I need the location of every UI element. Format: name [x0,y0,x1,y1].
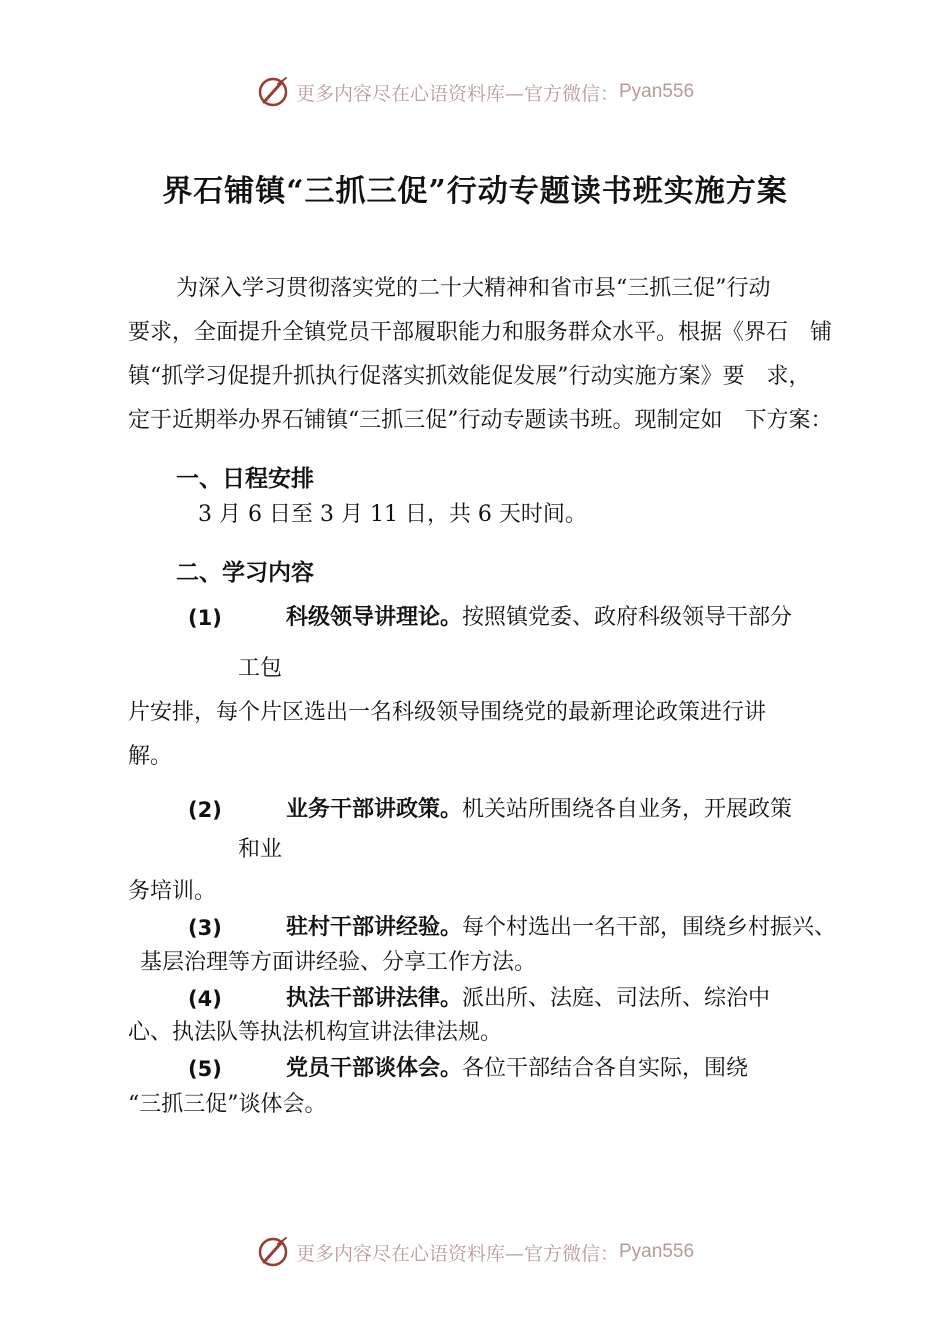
intro-line-4: 定于近期举办界石铺镇“三抓三促”行动专题读书班。现制定如 下方案： [128,408,833,433]
item-5-line-2: “三抓三促”谈体会。 [128,1092,327,1117]
intro-line-1: 为深入学习贯彻落实党的二十大精神和省市县“三抓三促”行动 [176,276,771,301]
watermark-text: 更多内容尽在心语资料库—官方微信： [295,1242,619,1265]
item-number: (2) [188,798,222,822]
item-text: 每个村选出一名干部，围绕乡村振兴、 [462,915,837,940]
item-2-line-1 [286,795,792,825]
item-4-line-2: 心、执法队等执法机构宣讲法律法规。 [128,1020,503,1045]
item-2-line-3: 务培训。 [128,879,217,904]
item-number: (3) [188,916,222,940]
item-lead: 业务干部讲政策。 [286,797,463,822]
item-5-line-1 [286,1054,748,1084]
watermark-header [0,72,950,112]
item-3-line-2: 基层治理等方面讲经验、分享工作方法。 [140,950,537,975]
watermark-code: Pyan556 [619,81,695,102]
item-1-line-3: 片安排，每个片区选出一名科级领导围绕党的最新理论政策进行讲 [128,700,767,725]
pen-circle-logo-icon [256,75,290,109]
item-number: (1) [188,606,222,630]
item-2-line-2: 和业 [238,837,283,862]
item-1-line-4: 解。 [128,744,173,769]
section-heading-schedule: 一、日程安排 [176,466,314,492]
schedule-text: 3 月 6 日至 3 月 11 日，共 6 天时间。 [198,502,587,527]
item-text: 机关站所围绕各自业务，开展政策 [462,797,793,822]
watermark-text: 更多内容尽在心语资料库—官方微信： [295,82,619,105]
item-1-line-2: 工包 [238,656,283,681]
item-lead: 驻村干部讲经验。 [286,915,463,940]
watermark-code: Pyan556 [619,1241,695,1262]
document-title: 界石铺镇“三抓三促”行动专题读书班实施方案 [162,174,788,209]
item-lead: 执法干部讲法律。 [286,986,463,1011]
intro-line-3: 镇“抓学习促提升抓执行促落实抓效能促发展”行动实施方案》要 求， [128,364,811,389]
item-text: 各位干部结合各自实际，围绕 [462,1056,749,1081]
section-heading-content: 二、学习内容 [176,560,314,586]
item-number: (4) [188,987,222,1011]
item-1-line-1 [286,603,792,633]
pen-circle-logo-icon [256,1235,290,1269]
item-3-line-1 [286,913,836,943]
item-text: 派出所、法庭、司法所、综治中 [462,986,771,1011]
item-number: (5) [188,1057,222,1081]
item-text: 按照镇党委、政府科级领导干部分 [462,605,793,630]
watermark-footer [0,1232,950,1272]
intro-line-2: 要求，全面提升全镇党员干部履职能力和服务群众水平。根据《界石 铺 [128,320,833,345]
item-lead: 党员干部谈体会。 [286,1056,463,1081]
item-lead: 科级领导讲理论。 [286,605,463,630]
item-4-line-1 [286,984,770,1014]
